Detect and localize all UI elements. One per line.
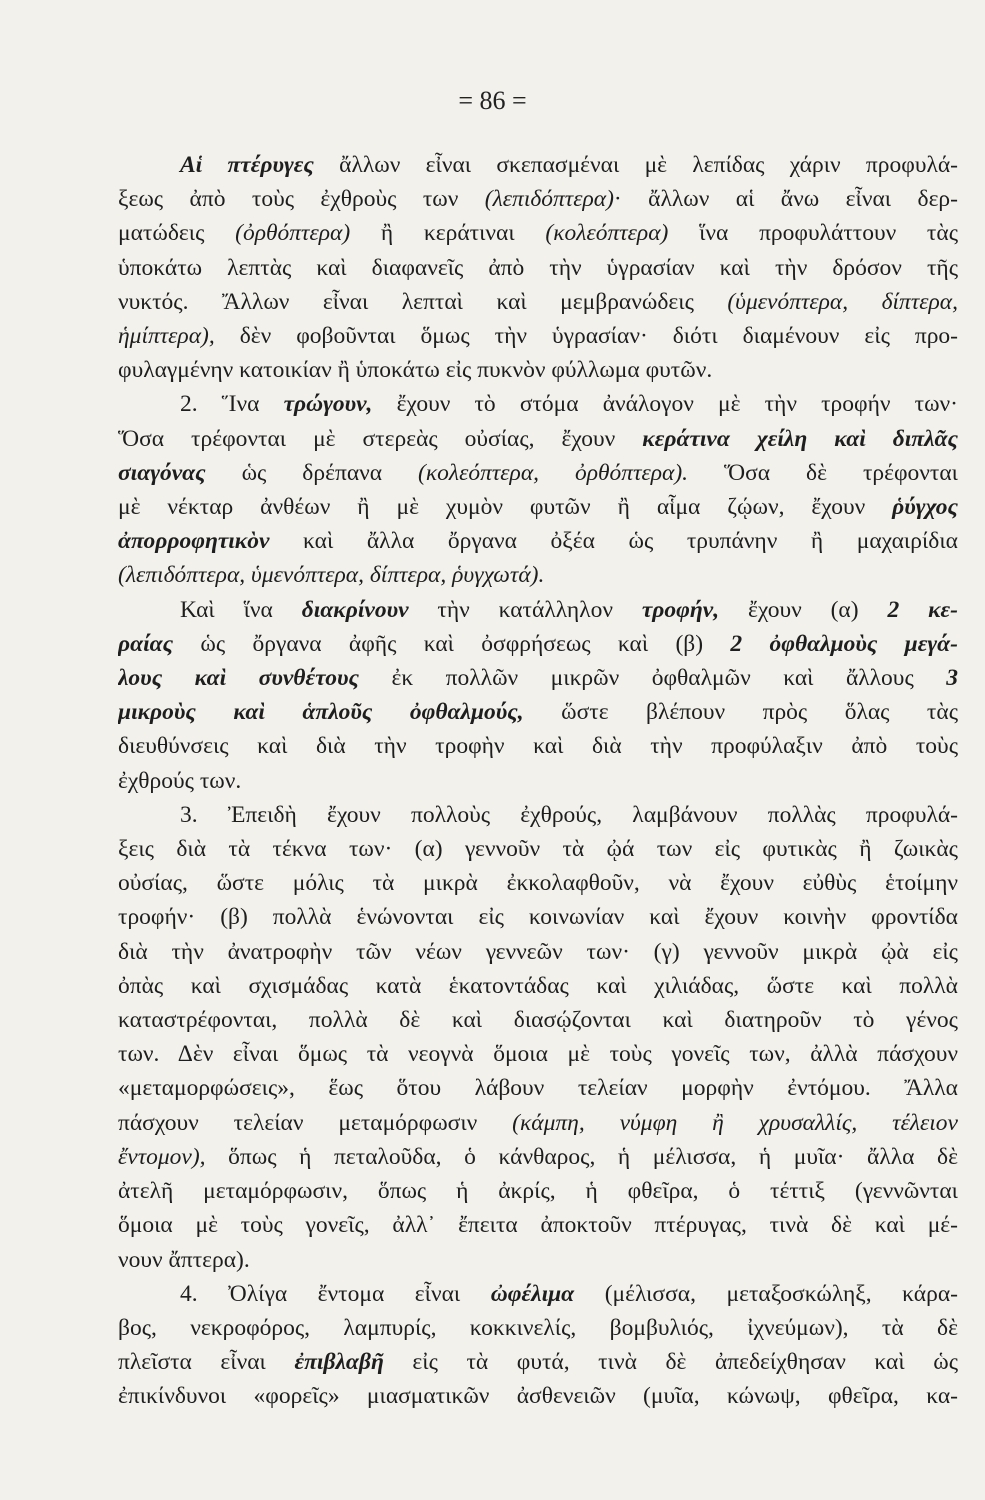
text-line (118, 387, 958, 421)
text-segment: ἐπικίνδυνοι «φορεῖς» μιασματικῶν ἀσθενειῶν (μυῖα, κώνωψ, φθεῖρα, κα- (118, 1383, 958, 1410)
text-line (118, 1243, 958, 1277)
italic-text: (λεπιδόπτερα) (484, 186, 614, 213)
emphasis-text: 2 ὀφθαλμοὺς μεγά- (730, 630, 958, 657)
text-line (118, 1140, 958, 1174)
text-line (118, 1037, 958, 1071)
text-segment: διευθύνσεις καὶ διὰ τὴν τροφὴν καὶ διὰ τὴν προφύλαξιν ἀπὸ τοὺς (118, 733, 958, 760)
emphasis-text: λους καὶ συνθέτους (118, 665, 359, 692)
text-line (118, 148, 958, 182)
text-segment: ὅπως ἡ πεταλοῦδα, ὁ κάνθαρος, ἡ μέλισσα, ἡ μυῖα· ἄλλα δὲ (205, 1143, 958, 1170)
text-line (118, 1379, 958, 1413)
italic-text: (ὀρθόπτερα) (235, 220, 351, 247)
text-segment: ξεις διὰ τὰ τέκνα των· (α) γεννοῦν τὰ ᾠά των εἰς φυτικὰς ἢ ζωικὰς (118, 836, 958, 863)
text-line (118, 900, 958, 934)
emphasis-text: τροφήν, (641, 596, 720, 623)
text-line (118, 285, 958, 319)
text-segment: ἐχθρούς των. (118, 767, 242, 794)
emphasis-text: ῥύγχος (892, 494, 958, 521)
emphasis-text: ραίας (118, 630, 174, 657)
text-segment: οὐσίας, ὥστε μόλις τὰ μικρὰ ἐκκολαφθοῦν, νὰ ἔχουν εὐθὺς ἑτοίμην (118, 870, 958, 897)
text-segment: ἄλλων εἶναι σκεπασμέναι μὲ λεπίδας χάριν προφυλά- (313, 152, 958, 178)
text-segment: τὴν κατάλληλον (408, 596, 642, 623)
emphasis-text: 3 (946, 665, 958, 692)
text-line (118, 216, 958, 250)
text-line (118, 1345, 958, 1379)
text-segment: ὥστε βλέπουν πρὸς ὅλας τὰς (523, 699, 958, 726)
text-line (118, 764, 958, 798)
text-segment: πάσχουν τελείαν μεταμόρφωσιν (118, 1109, 513, 1136)
text-segment: καὶ ἄλλα ὄργανα ὀξέα ὡς τρυπάνην ἢ μαχαιρίδια (269, 528, 958, 555)
text-segment: ἔχουν τὸ στόμα ἀνάλογον μὲ τὴν τροφήν των· (372, 391, 958, 418)
text-segment: ἔχουν (α) (719, 596, 888, 623)
text-line (118, 1071, 958, 1105)
text-line (118, 866, 958, 900)
italic-text: (κολεόπτερα) (545, 220, 669, 247)
text-segment: των. Δὲν εἶναι ὅμως τὰ νεογνὰ ὅμοια μὲ τοὺς γονεῖς των, ἀλλὰ πάσχουν (118, 1041, 958, 1068)
text-line (118, 1277, 958, 1311)
text-segment: φυλαγμένην κατοικίαν ἢ ὑποκάτω εἰς πυκνὸν φύλλωμα φυτῶν. (118, 357, 713, 384)
emphasis-text: ἐπιβλαβῆ (294, 1349, 384, 1376)
text-line (118, 1003, 958, 1037)
text-segment: ὡς ὄργανα ἀφῆς καὶ ὀσφρήσεως καὶ (β) (173, 630, 731, 657)
emphasis-text: διακρίνουν (301, 596, 409, 623)
text-segment: ὅμοια μὲ τοὺς γονεῖς, ἀλλ᾽ ἔπειτα ἀποκτοῦν πτέρυγας, τινὰ δὲ καὶ μέ- (118, 1212, 958, 1239)
text-line (118, 935, 958, 969)
text-line (118, 593, 958, 627)
text-line (118, 1208, 958, 1242)
italic-text: (κολεόπτερα, ὀρθόπτερα). (418, 459, 689, 486)
text-segment: · ἄλλων αἱ ἄνω εἶναι δερ- (613, 186, 958, 213)
emphasis-text: μικροὺς καὶ ἁπλοῦς ὀφθαλμούς, (118, 699, 524, 726)
text-segment: μὲ νέκταρ ἀνθέων ἢ μὲ χυμὸν φυτῶν ἢ αἷμα ζῴων, ἔχουν (118, 494, 893, 521)
text-line (118, 627, 958, 661)
text-segment: δὲν φοβοῦνται ὅμως τὴν ὑγρασίαν· διότι διαμένουν εἰς προ- (214, 323, 958, 350)
emphasis-text: κεράτινα χείλη καὶ διπλᾶς (642, 425, 958, 452)
text-segment: ἀτελῆ μεταμόρφωσιν, ὅπως ἡ ἀκρίς, ἡ φθεῖρα, ὁ τέττιξ (γεννῶνται (118, 1178, 958, 1205)
text-line (118, 695, 958, 729)
text-segment: διὰ τὴν ἀνατροφὴν τῶν νέων γεννεῶν των· (γ) γεννοῦν μικρὰ ᾠὰ εἰς (118, 938, 958, 965)
text-segment: ματώδεις (118, 220, 236, 247)
page-number: = 86 = (458, 86, 527, 115)
text-line (118, 798, 958, 832)
text-line (118, 832, 958, 866)
text-segment: Καὶ ἵνα (180, 596, 302, 623)
text-segment: Ὅσα τρέφονται μὲ στερεὰς οὐσίας, ἔχουν (118, 425, 643, 452)
text-segment: ἐκ πολλῶν μικρῶν ὀφθαλμῶν καὶ ἄλλους (358, 665, 947, 692)
text-segment: 2. Ἵνα (180, 391, 284, 418)
text-segment: ὡς δρέπανα (205, 459, 419, 486)
text-segment: (μέλισσα, μεταξοσκώληξ, κάρα- (574, 1280, 958, 1307)
text-segment: νουν ἄπτερα). (118, 1246, 250, 1273)
italic-text: (κάμπη, νύμφη ἢ χρυσαλλίς, τέλειον (512, 1109, 958, 1136)
text-line (118, 1311, 958, 1345)
text-segment: «μεταμορφώσεις», ἕως ὅτου λάβουν τελείαν μορφὴν ἐντόμου. Ἄλλα (118, 1075, 958, 1102)
emphasis-text: ἀπορροφητικὸν (118, 528, 270, 555)
text-line (118, 251, 958, 285)
text-line (118, 969, 958, 1003)
text-segment: βος, νεκροφόρος, λαμπυρίς, κοκκινελίς, βομβυλιός, ἰχνεύμων), τὰ δὲ (118, 1314, 958, 1341)
text-segment: καταστρέφονται, πολλὰ δὲ καὶ διασῴζονται καὶ διατηροῦν τὸ γένος (118, 1007, 958, 1034)
text-segment: ξεως ἀπὸ τοὺς ἐχθροὺς των (118, 186, 485, 213)
text-segment: 4. Ὀλίγα ἔντομα εἶναι (180, 1280, 491, 1307)
text-segment: τροφήν· (β) πολλὰ ἑνώνονται εἰς κοινωνίαν καὶ ἔχουν κοινὴν φροντίδα (118, 904, 958, 931)
text-line (118, 422, 958, 456)
emphasis-text: ὠφέλιμα (490, 1280, 575, 1307)
body-text (118, 148, 958, 1414)
emphasis-text: 2 κε- (887, 596, 958, 623)
text-line (118, 524, 958, 558)
text-segment: 3. Ἐπειδὴ ἔχουν πολλοὺς ἐχθρούς, λαμβάνουν πολλὰς προφυλά- (180, 801, 958, 828)
text-line (118, 1106, 958, 1140)
italic-text: ἡμίπτερα), (118, 323, 215, 350)
emphasis-text: σιαγόνας (118, 459, 206, 486)
text-line (118, 729, 958, 763)
text-segment: ὀπὰς καὶ σχισμάδας κατὰ ἑκατοντάδας καὶ χιλιάδας, ὥστε καὶ πολλὰ (118, 972, 958, 999)
italic-text: (λεπιδόπτερα, ὑμενόπτερα, δίπτερα, ῥυγχωτά). (118, 562, 545, 589)
text-segment: νυκτός. Ἄλλων εἶναι λεπταὶ καὶ μεμβρανώδεις (118, 288, 728, 315)
text-segment: πλεῖστα εἶναι (118, 1349, 295, 1376)
text-segment: ἵνα προφυλάττουν τὰς (668, 220, 958, 247)
emphasis-text: τρώγουν, (283, 391, 373, 418)
text-segment: ἢ κεράτιναι (350, 220, 546, 247)
text-segment: Ὅσα δὲ τρέφονται (688, 459, 958, 486)
text-line (118, 558, 958, 592)
text-segment: ὑποκάτω λεπτὰς καὶ διαφανεῖς ἀπὸ τὴν ὑγρασίαν καὶ τὴν δρόσον τῆς (118, 254, 958, 281)
text-line (118, 1174, 958, 1208)
text-line (118, 182, 958, 216)
text-line (118, 353, 958, 387)
text-line (118, 661, 958, 695)
emphasis-text: Αἱ πτέρυγες (180, 152, 314, 178)
text-segment: εἰς τὰ φυτά, τινὰ δὲ ἀπεδείχθησαν καὶ ὡς (383, 1349, 958, 1376)
italic-text: (ὑμενόπτερα, δίπτερα, (727, 288, 958, 315)
text-line (118, 319, 958, 353)
text-line (118, 490, 958, 524)
italic-text: ἔντομον), (118, 1143, 206, 1170)
text-line (118, 456, 958, 490)
